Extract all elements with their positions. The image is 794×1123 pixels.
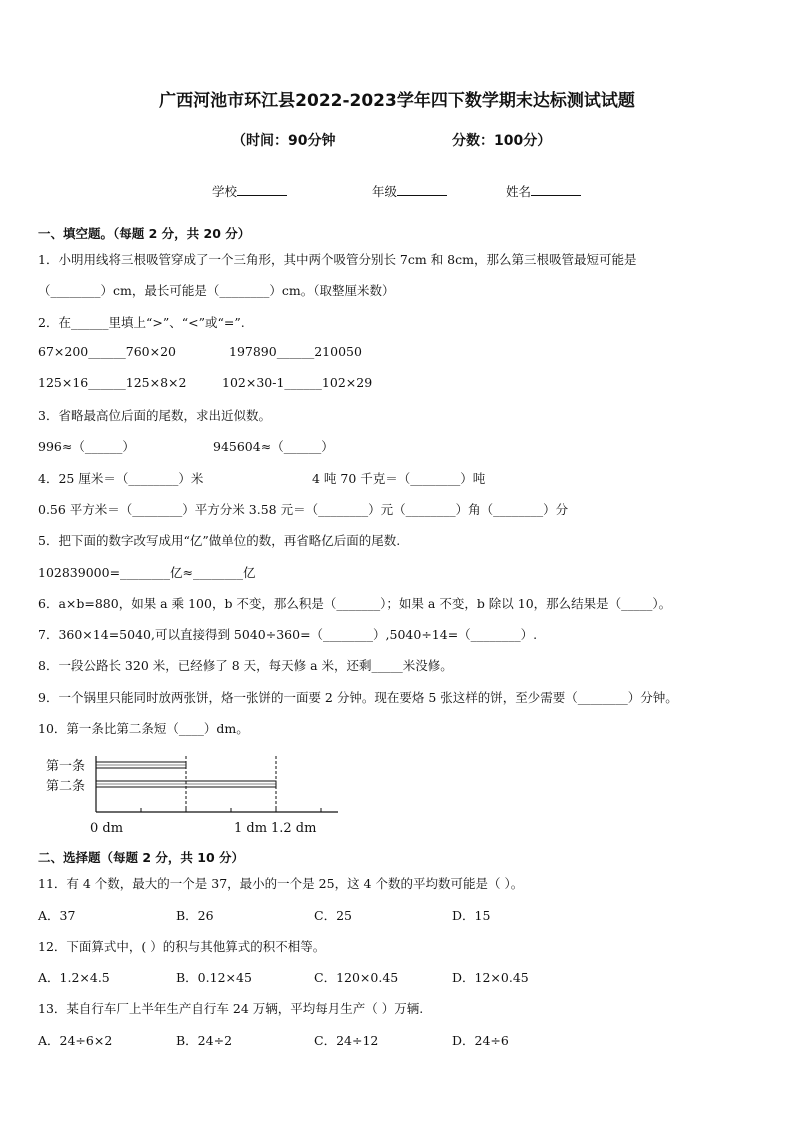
q11-option-b[interactable]: B．26 xyxy=(176,908,214,923)
question-11: 11．有 4 个数，最大的一个是 37，最小的一个是 25，这 4 个数的平均数可能是（ ）。 xyxy=(38,876,524,891)
question-1-line-2: （________）cm，最长可能是（________）cm。（取整厘米数） xyxy=(38,283,395,298)
q13-option-a[interactable]: A．24÷6×2 xyxy=(38,1033,113,1048)
tick-label-12: 1.2 dm xyxy=(271,821,317,836)
question-2a: 67×200______760×20 xyxy=(38,344,176,359)
q12-option-b[interactable]: B．0.12×45 xyxy=(176,970,252,985)
section2-heading: 二、选择题（每题 2 分，共 10 分） xyxy=(38,850,245,865)
question-12: 12．下面算式中，( ）的积与其他算式的积不相等。 xyxy=(38,939,326,954)
name-label: 姓名 xyxy=(506,184,532,199)
grade-blank[interactable] xyxy=(397,183,447,196)
question-2d: 102×30-1______102×29 xyxy=(222,375,373,390)
question-2b: 197890______210050 xyxy=(229,344,362,359)
question-13: 13．某自行车厂上半年生产自行车 24 万辆，平均每月生产（ ）万辆. xyxy=(38,1001,424,1016)
q13-option-d[interactable]: D．24÷6 xyxy=(452,1033,509,1048)
q12-option-d[interactable]: D．12×0.45 xyxy=(452,970,529,985)
question-4c: 0.56 平方米＝（________）平方分米 3.58 元＝（________）元（________）角（________）分 xyxy=(38,502,569,517)
exam-time: （时间：90分钟 xyxy=(232,133,336,149)
name-field xyxy=(506,182,581,200)
question-3b: 945604≈（______） xyxy=(213,439,334,454)
question-6: 6．a×b=880，如果 a 乘 100，b 不变，那么积是（_______）；如果 a 不变，b 除以 10，那么结果是（_____）。 xyxy=(38,596,672,611)
grade-field xyxy=(372,182,447,200)
question-3: 3．省略最高位后面的尾数，求出近似数。 xyxy=(38,408,271,423)
question-9: 9．一个锅里只能同时放两张饼，烙一张饼的一面要 2 分钟。现在要烙 5 张这样的饼，至少需要（________）分钟。 xyxy=(38,690,678,705)
q11-option-d[interactable]: D．15 xyxy=(452,908,491,923)
question-5a: 102839000=________亿≈________亿 xyxy=(38,565,256,580)
q13-option-b[interactable]: B．24÷2 xyxy=(176,1033,233,1048)
question-8: 8．一段公路长 320 米，已经修了 8 天，每天修 a 米，还剩_____米没修。 xyxy=(38,658,453,673)
question-10: 10．第一条比第二条短（____）dm。 xyxy=(38,721,249,736)
school-blank[interactable] xyxy=(237,183,287,196)
name-blank[interactable] xyxy=(531,183,581,196)
grade-label: 年级 xyxy=(372,184,398,199)
school-label: 学校 xyxy=(212,184,238,199)
section1-heading: 一、填空题。（每题 2 分，共 20 分） xyxy=(38,226,251,241)
q13-option-c[interactable]: C．24÷12 xyxy=(314,1033,379,1048)
q11-option-c[interactable]: C．25 xyxy=(314,908,352,923)
page-title: 广西河池市环江县2022-2023学年四下数学期末达标测试试题 xyxy=(159,91,635,111)
bar-figure xyxy=(38,748,358,840)
label-second-bar: 第二条 xyxy=(46,779,86,794)
question-2: 2．在______里填上“>”、“<”或“=”. xyxy=(38,315,245,330)
question-4a: 4．25 厘米＝（________）米 xyxy=(38,471,204,486)
q11-option-a[interactable]: A．37 xyxy=(38,908,76,923)
school-field xyxy=(212,182,287,200)
question-3a: 996≈（______） xyxy=(38,439,135,454)
question-7: 7．360×14=5040,可以直接得到 5040÷360=（________）,5040÷14=（________）. xyxy=(38,627,538,642)
q12-option-c[interactable]: C．120×0.45 xyxy=(314,970,399,985)
q12-option-a[interactable]: A．1.2×4.5 xyxy=(38,970,110,985)
tick-label-0: 0 dm xyxy=(90,821,124,836)
tick-label-1: 1 dm xyxy=(234,821,268,836)
exam-score: 分数：100分） xyxy=(452,133,552,149)
question-5: 5．把下面的数字改写成用“亿”做单位的数，再省略亿后面的尾数. xyxy=(38,533,401,548)
question-4b: 4 吨 70 千克＝（________）吨 xyxy=(312,471,486,486)
question-1-line-1: 1．小明用线将三根吸管穿成了一个三角形，其中两个吸管分别长 7cm 和 8cm，那么第三根吸管最短可能是 xyxy=(38,252,637,267)
question-2c: 125×16______125×8×2 xyxy=(38,375,187,390)
label-first-bar: 第一条 xyxy=(46,759,86,774)
